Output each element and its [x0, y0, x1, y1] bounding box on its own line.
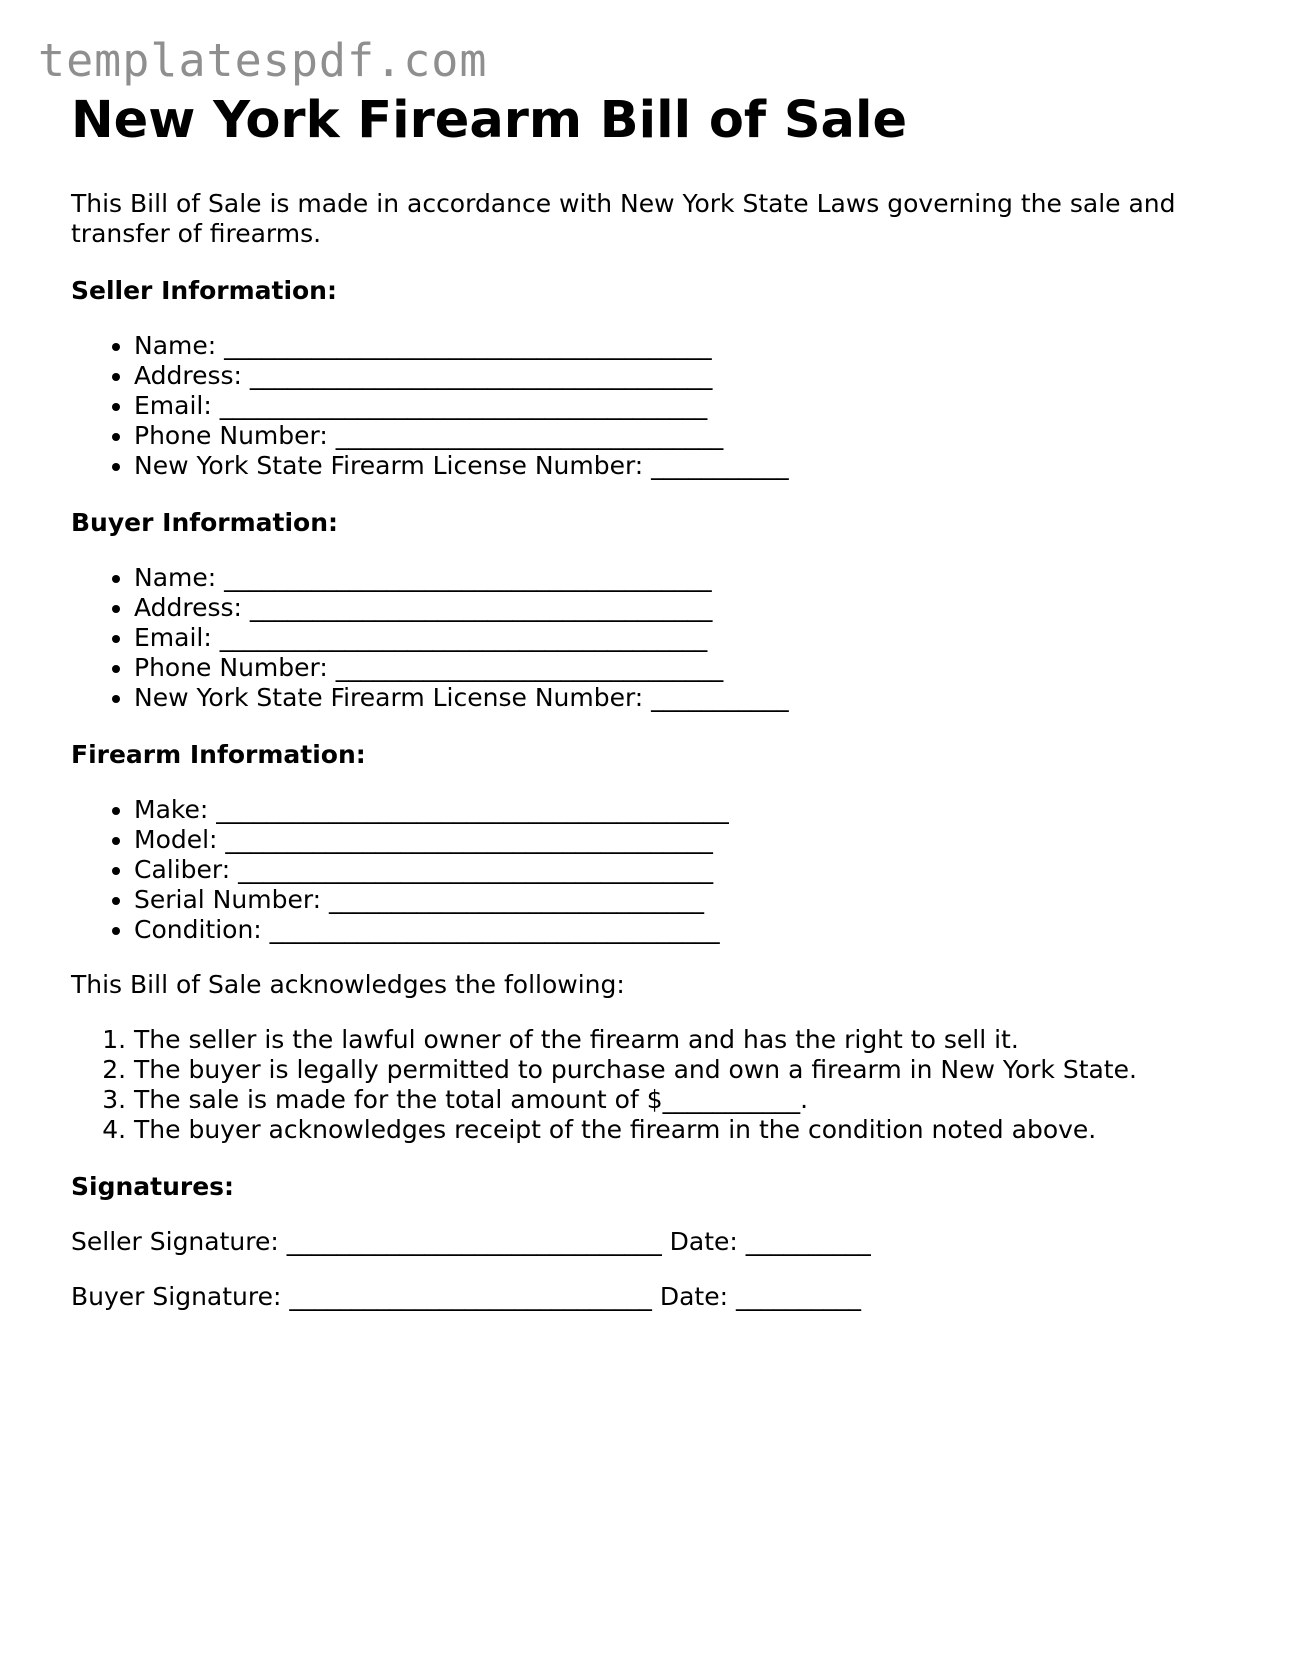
acknowledge-list: [71, 1025, 1231, 1145]
seller-address-field[interactable]: • Address: _____________________________________: [134, 361, 1231, 391]
firearm-caliber-field[interactable]: • Caliber: ______________________________________: [134, 855, 1231, 885]
buyer-email-field[interactable]: • Email: _______________________________________: [134, 623, 1231, 653]
acknowledge-item: 4. The buyer acknowledges receipt of the firearm in the condition noted above.: [134, 1115, 1231, 1145]
buyer-list: [71, 563, 1231, 713]
firearm-condition-field[interactable]: • Condition: ____________________________________: [134, 915, 1231, 945]
page-title: New York Firearm Bill of Sale: [71, 91, 908, 150]
buyer-name-field[interactable]: • Name: _______________________________________: [134, 563, 1231, 593]
document-page: [71, 92, 1231, 1312]
buyer-address-field[interactable]: • Address: _____________________________________: [134, 593, 1231, 623]
seller-heading: Seller Information:: [71, 275, 337, 305]
seller-list: [71, 331, 1231, 481]
intro-paragraph: This Bill of Sale is made in accordance with New York State Laws governing the sale and transfer of firearms.: [71, 188, 1176, 248]
acknowledge-item: 1. The seller is the lawful owner of the firearm and has the right to sell it.: [134, 1025, 1231, 1055]
seller-signature-line[interactable]: Seller Signature: ______________________________ Date: __________: [71, 1226, 871, 1256]
firearm-heading: Firearm Information:: [71, 739, 366, 769]
seller-phone-field[interactable]: • Phone Number: _______________________________: [134, 421, 1231, 451]
buyer-heading: Buyer Information:: [71, 507, 339, 537]
acknowledge-item: 2. The buyer is legally permitted to purchase and own a firearm in New York State.: [134, 1055, 1231, 1085]
buyer-signature-line[interactable]: Buyer Signature: _____________________________ Date: __________: [71, 1281, 861, 1311]
firearm-list: [71, 795, 1231, 945]
buyer-license-field[interactable]: • New York State Firearm License Number: ___________: [134, 683, 1231, 713]
seller-license-field[interactable]: • New York State Firearm License Number: ___________: [134, 451, 1231, 481]
acknowledge-item-amount[interactable]: 3. The sale is made for the total amount of $___________.: [134, 1085, 1231, 1115]
seller-email-field[interactable]: • Email: _______________________________________: [134, 391, 1231, 421]
firearm-model-field[interactable]: • Model: _______________________________________: [134, 825, 1231, 855]
firearm-serial-field[interactable]: • Serial Number: ______________________________: [134, 885, 1231, 915]
signatures-heading: Signatures:: [71, 1171, 235, 1201]
watermark: templatespdf.com: [38, 34, 488, 87]
buyer-phone-field[interactable]: • Phone Number: _______________________________: [134, 653, 1231, 683]
acknowledge-intro: This Bill of Sale acknowledges the following:: [71, 969, 625, 999]
firearm-make-field[interactable]: • Make: _________________________________________: [134, 795, 1231, 825]
seller-name-field[interactable]: • Name: _______________________________________: [134, 331, 1231, 361]
